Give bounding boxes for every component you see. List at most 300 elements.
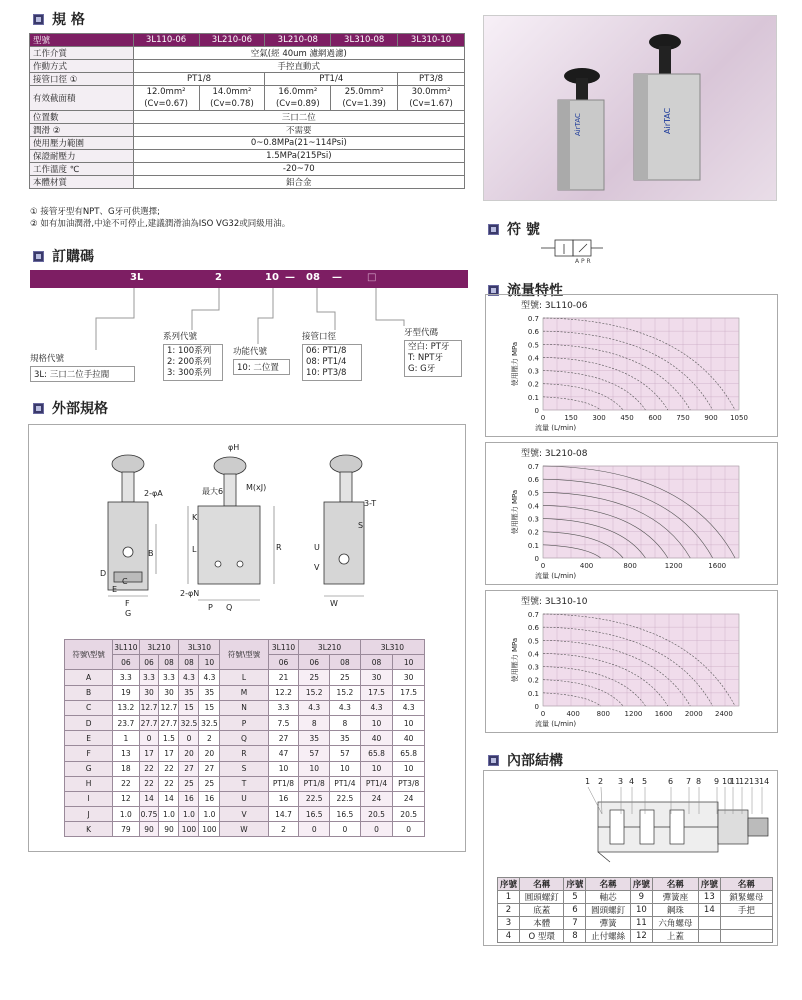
table-cell: V (220, 807, 268, 822)
table-cell: 18 (113, 761, 139, 776)
table-cell: 8 (330, 715, 361, 730)
x-tick-label: 400 (566, 710, 580, 718)
table-cell: 手把 (720, 904, 772, 917)
table-row (65, 807, 425, 822)
table-cell: 16.5 (299, 807, 330, 822)
label-E: E (112, 585, 118, 594)
table-cell: 上蓋 (652, 930, 698, 943)
label-G: G (125, 609, 132, 618)
table-cell: 12 (113, 791, 139, 806)
table-cell: 16 (268, 791, 299, 806)
callout-number: 8 (696, 777, 702, 786)
table-cell: 4.3 (179, 670, 199, 685)
y-tick-label: 0.6 (527, 476, 539, 485)
dim-col-port: 08 (360, 655, 393, 670)
table-row (65, 776, 425, 791)
label-Q: Q (226, 603, 233, 612)
table-cell: U (220, 791, 268, 806)
x-tick-label: 0 (540, 414, 546, 422)
label-3-T: 3-T (364, 499, 377, 508)
spec-row-medium: 工作介質 空氣(經 40um 濾網過濾) (30, 47, 465, 60)
table-cell: 4.3 (393, 700, 425, 715)
svg-text:AirTAC: AirTAC (574, 113, 582, 136)
parts-header-cell: 序號 (630, 878, 652, 891)
table-cell: 24 (393, 791, 425, 806)
label-2-phiN: 2-φN (180, 589, 200, 598)
table-cell: 100 (199, 822, 220, 837)
table-cell: 10 (268, 761, 299, 776)
section-title-spec: 規 格 (33, 9, 85, 29)
y-tick-label: 0.3 (527, 367, 539, 376)
y-tick-label: 0.3 (527, 515, 539, 524)
table-cell: PT1/4 (330, 776, 361, 791)
order-box-thread: 牙型代碼 空白: PT牙 T: NPT牙 G: G牙 (404, 326, 462, 377)
bullet-icon (33, 403, 44, 414)
table-row (65, 715, 425, 730)
product-photo-image (484, 16, 778, 202)
table-row (65, 761, 425, 776)
table-cell: 17 (139, 746, 159, 761)
table-cell: 1.5 (159, 731, 179, 746)
label-L: L (192, 545, 197, 554)
table-cell: 鋼珠 (652, 904, 698, 917)
bullet-icon (488, 755, 499, 766)
table-cell: 17.5 (393, 685, 425, 700)
table-row (65, 670, 425, 685)
table-cell: 0 (139, 731, 159, 746)
dim-col-port: 10 (199, 655, 220, 670)
table-cell: 本體 (520, 917, 564, 930)
table-cell: 22 (159, 761, 179, 776)
parts-header-cell: 名稱 (520, 878, 564, 891)
y-tick-label: 0.5 (527, 637, 539, 646)
x-tick-label: 800 (596, 710, 610, 718)
parts-table (497, 877, 773, 943)
label-B: B (148, 549, 154, 558)
table-row (498, 891, 773, 904)
callout-number: 4 (629, 777, 635, 786)
label-P: P (208, 603, 213, 612)
table-cell: 14 (139, 791, 159, 806)
label-2-phiA: 2-φA (144, 489, 163, 498)
flow-charts (485, 294, 778, 734)
order-box-series: 系列代號 1: 100系列 2: 200系列 3: 300系列 (163, 330, 223, 381)
y-axis-label: 使用壓力 MPa (511, 489, 519, 535)
table-cell: PT1/4 (360, 776, 393, 791)
x-tick-label: 0 (540, 710, 546, 718)
table-cell: 4.3 (199, 670, 220, 685)
y-tick-label: 0.7 (527, 611, 539, 619)
table-cell: 10 (393, 715, 425, 730)
x-tick-label: 1600 (708, 562, 727, 570)
table-cell: 27.7 (139, 715, 159, 730)
table-cell: 25 (179, 776, 199, 791)
table-cell: 13.2 (113, 700, 139, 715)
spec-row-cv: (Cv=0.67) (Cv=0.78) (Cv=0.89) (Cv=1.39) (Cv=1.67) (30, 98, 465, 111)
table-cell: C (65, 700, 113, 715)
x-tick-label: 1050 (730, 414, 748, 422)
table-cell: 23.7 (113, 715, 139, 730)
table-cell: 六角螺母 (652, 917, 698, 930)
table-cell: 20.5 (360, 807, 393, 822)
table-cell: 27 (179, 761, 199, 776)
order-box-code: 規格代號 3L: 三口二位手拉閥 (30, 352, 135, 382)
table-cell: 25 (299, 670, 330, 685)
dim-col-port: 08 (330, 655, 361, 670)
table-cell: 底蓋 (520, 904, 564, 917)
table-cell: 25 (199, 776, 220, 791)
callout-number: 1 (585, 777, 591, 786)
table-cell: 1.0 (199, 807, 220, 822)
table-cell: 8 (299, 715, 330, 730)
table-cell: PT1/8 (268, 776, 299, 791)
x-tick-label: 2000 (684, 710, 703, 718)
table-cell: 3.3 (159, 670, 179, 685)
label-U: U (314, 543, 320, 552)
callout-number: 10 (722, 777, 733, 786)
x-axis-label: 流量 (L/min) (535, 424, 577, 432)
table-cell: 27 (199, 761, 220, 776)
table-cell: 30 (360, 670, 393, 685)
spec-notes: ① 接管牙型有NPT、G牙可供選擇; ② 如有加油潤滑,中途不可停止,建議潤滑油為ISO VG32或同級用油。 (30, 207, 291, 229)
table-cell (720, 917, 772, 930)
table-cell: 4.3 (360, 700, 393, 715)
table-cell: 13 (698, 891, 720, 904)
table-cell: 13 (113, 746, 139, 761)
spec-row-temp: 工作溫度 ℃ -20~70 (30, 163, 465, 176)
spec-header-row: 型號 3L110-06 3L210-06 3L210-08 3L310-08 3L310-10 (30, 34, 465, 47)
parts-body (498, 891, 773, 943)
table-cell: 35 (199, 685, 220, 700)
table-cell: 22 (159, 776, 179, 791)
table-cell: 25 (330, 670, 361, 685)
callout-number: 13 (749, 777, 760, 786)
section-title-symbol: 符 號 (488, 219, 540, 239)
table-cell: PT3/8 (393, 776, 425, 791)
spec-row-port: 接管口徑 ① PT1/8 PT1/4 PT3/8 (30, 73, 465, 86)
table-cell: 19 (113, 685, 139, 700)
table-cell: 35 (299, 731, 330, 746)
table-cell: 90 (159, 822, 179, 837)
table-cell (698, 930, 720, 943)
section-title-internal: 內部結構 (488, 750, 563, 770)
table-cell: L (220, 670, 268, 685)
table-cell: 3.3 (268, 700, 299, 715)
table-cell: F (65, 746, 113, 761)
y-tick-label: 0.4 (527, 650, 539, 659)
spec-table (29, 33, 465, 189)
table-cell (698, 917, 720, 930)
callout-number: 5 (642, 777, 648, 786)
table-cell: 10 (330, 761, 361, 776)
table-cell: 30 (393, 670, 425, 685)
table-cell: 32.5 (199, 715, 220, 730)
label-V: V (314, 563, 320, 572)
table-cell (720, 930, 772, 943)
table-cell: 15 (199, 700, 220, 715)
table-cell: 4 (498, 930, 520, 943)
dim-body (65, 670, 425, 837)
callout-number: 12 (739, 777, 750, 786)
table-cell: J (65, 807, 113, 822)
table-cell: 20.5 (393, 807, 425, 822)
label-MxJ: M(xJ) (246, 483, 267, 492)
y-tick-label: 0.1 (527, 541, 539, 550)
table-cell: 10 (299, 761, 330, 776)
spec-row-proof: 保證耐壓力 1.5MPa(215Psi) (30, 150, 465, 163)
table-cell: PT1/8 (299, 776, 330, 791)
table-cell: 軸芯 (586, 891, 630, 904)
internal-drawing (490, 774, 775, 874)
label-max6: 最大6 (202, 487, 224, 496)
y-tick-label: 0.2 (527, 528, 539, 537)
table-cell: 27 (268, 731, 299, 746)
order-code-bar: 3L 2 10 — 08 — □ (30, 270, 468, 288)
y-tick-label: 0 (534, 407, 539, 415)
table-cell: 10 (630, 904, 652, 917)
table-cell: 彈簧 (586, 917, 630, 930)
x-tick-label: 450 (620, 414, 634, 422)
y-tick-label: 0.1 (527, 393, 539, 402)
table-cell: 2 (199, 731, 220, 746)
dim-col-port: 06 (299, 655, 330, 670)
spec-row-area: 有效截面積 12.0mm² 14.0mm² 16.0mm² 25.0mm² 30.0mm² (30, 86, 465, 99)
table-cell: 6 (564, 904, 586, 917)
table-cell: 7.5 (268, 715, 299, 730)
order-box-func: 功能代號 10: 二位置 (233, 345, 290, 375)
dim-head-row-1: 符號\型號 3L110 3L210 3L310 符號\型號 3L110 3L210 3L310 (65, 640, 425, 655)
callout-number: 7 (686, 777, 692, 786)
table-cell: 彈簧座 (652, 891, 698, 904)
table-cell: 15 (179, 700, 199, 715)
table-cell: 16 (199, 791, 220, 806)
table-row (65, 731, 425, 746)
x-tick-label: 400 (579, 562, 594, 570)
dim-col-port: 08 (179, 655, 199, 670)
y-tick-label: 0 (534, 703, 539, 711)
table-cell: 12.2 (268, 685, 299, 700)
y-tick-label: 0.7 (527, 315, 539, 323)
label-W: W (330, 599, 338, 608)
table-row (498, 904, 773, 917)
y-tick-label: 0.6 (527, 624, 539, 633)
table-cell: 40 (360, 731, 393, 746)
callout-number: 3 (618, 777, 624, 786)
y-tick-label: 0.7 (527, 463, 539, 471)
y-tick-label: 0.3 (527, 663, 539, 672)
table-cell: N (220, 700, 268, 715)
y-tick-label: 0.4 (527, 502, 539, 511)
label-F: F (125, 599, 130, 608)
table-cell: 17 (159, 746, 179, 761)
x-tick-label: 0 (540, 562, 546, 570)
table-cell: 15.2 (330, 685, 361, 700)
outline-drawing (28, 424, 466, 634)
valve1-knob (112, 455, 144, 473)
chart-title: 型號: 3L310-10 (521, 597, 588, 607)
table-cell: 32.5 (179, 715, 199, 730)
table-cell: 0 (360, 822, 393, 837)
table-cell: 3.3 (113, 670, 139, 685)
table-cell: 35 (179, 685, 199, 700)
table-cell: 3.3 (139, 670, 159, 685)
table-cell: T (220, 776, 268, 791)
table-cell: 鎖緊螺母 (720, 891, 772, 904)
table-row (65, 822, 425, 837)
table-cell: 27.7 (159, 715, 179, 730)
pneumatic-symbol (535, 236, 615, 264)
table-row (498, 930, 773, 943)
table-cell: 12 (630, 930, 652, 943)
table-cell: Q (220, 731, 268, 746)
table-cell: 30 (139, 685, 159, 700)
parts-header-cell: 名稱 (586, 878, 630, 891)
y-tick-label: 0.2 (527, 380, 539, 389)
table-cell: 10 (360, 715, 393, 730)
x-tick-label: 750 (676, 414, 690, 422)
parts-header-cell: 序號 (498, 878, 520, 891)
table-cell: 1.0 (159, 807, 179, 822)
table-row (498, 917, 773, 930)
callout-number: 6 (668, 777, 674, 786)
spec-row-pressure: 使用壓力範圍 0~0.8MPa(21~114Psi) (30, 137, 465, 150)
spec-row-lube: 潤滑 ② 不需要 (30, 124, 465, 137)
table-cell: 35 (330, 731, 361, 746)
table-cell: E (65, 731, 113, 746)
table-cell: 22.5 (299, 791, 330, 806)
table-cell: 16.5 (330, 807, 361, 822)
x-tick-label: 150 (564, 414, 578, 422)
bullet-icon (33, 14, 44, 25)
label-D: D (100, 569, 107, 578)
bullet-icon (488, 224, 499, 235)
table-cell: S (220, 761, 268, 776)
table-cell: K (65, 822, 113, 837)
chart-title: 型號: 3L210-08 (521, 449, 588, 459)
table-cell: 圓頭螺釘 (520, 891, 564, 904)
table-cell: 4.3 (299, 700, 330, 715)
x-tick-label: 800 (623, 562, 637, 570)
x-tick-label: 2400 (715, 710, 733, 718)
table-cell: 1.0 (113, 807, 139, 822)
table-cell: 12.7 (139, 700, 159, 715)
x-tick-label: 1200 (664, 562, 683, 570)
table-cell: 14 (159, 791, 179, 806)
spec-row-position: 位置數 三口二位 (30, 111, 465, 124)
callout-number: 2 (598, 777, 604, 786)
parts-header-row (498, 878, 773, 891)
y-tick-label: 0.5 (527, 341, 539, 350)
dim-col-port: 10 (393, 655, 425, 670)
table-cell: 2 (498, 904, 520, 917)
x-axis-label: 流量 (L/min) (535, 572, 577, 580)
parts-header-cell: 名稱 (720, 878, 772, 891)
table-cell: 20 (199, 746, 220, 761)
table-cell: I (65, 791, 113, 806)
dimension-table (64, 639, 425, 837)
table-cell: 22.5 (330, 791, 361, 806)
spec-row-operation: 作動方式 手控直動式 (30, 60, 465, 73)
table-cell: 14 (698, 904, 720, 917)
label-S: S (358, 521, 364, 530)
chart-title: 型號: 3L110-06 (521, 301, 588, 311)
table-cell: A (65, 670, 113, 685)
y-tick-label: 0.1 (527, 689, 539, 698)
label-phiH: φH (228, 443, 240, 452)
table-cell: 65.8 (360, 746, 393, 761)
table-cell: 57 (299, 746, 330, 761)
dim-col-port: 08 (159, 655, 179, 670)
table-cell: 0 (393, 822, 425, 837)
table-cell: 1.0 (179, 807, 199, 822)
table-cell: 5 (564, 891, 586, 904)
callout-number: 11 (730, 777, 741, 786)
dim-col-port: 06 (268, 655, 299, 670)
svg-text:AirTAC: AirTAC (663, 107, 672, 134)
table-cell: 14.7 (268, 807, 299, 822)
table-cell: 24 (360, 791, 393, 806)
y-tick-label: 0.5 (527, 489, 539, 498)
x-tick-label: 900 (704, 414, 718, 422)
y-axis-label: 使用壓力 MPa (511, 341, 519, 387)
x-tick-label: 300 (592, 414, 606, 422)
table-cell: M (220, 685, 268, 700)
x-axis-label: 流量 (L/min) (535, 720, 577, 728)
table-cell: 1 (113, 731, 139, 746)
table-cell: 15.2 (299, 685, 330, 700)
x-tick-label: 1600 (654, 710, 673, 718)
callout-number: 9 (714, 777, 720, 786)
table-cell: 8 (564, 930, 586, 943)
table-cell: 12.7 (159, 700, 179, 715)
table-cell: 0 (179, 731, 199, 746)
table-row (65, 746, 425, 761)
section-title-order: 訂購碼 (33, 246, 94, 266)
table-cell: 0 (299, 822, 330, 837)
table-cell: 圓頭螺釘 (586, 904, 630, 917)
label-K: K (192, 513, 198, 522)
y-tick-label: 0.6 (527, 328, 539, 337)
table-cell: 4.3 (330, 700, 361, 715)
table-cell: 2 (268, 822, 299, 837)
table-cell: R (220, 746, 268, 761)
order-box-port: 接管口徑 06: PT1/8 08: PT1/4 10: PT3/8 (302, 330, 362, 381)
table-cell: 10 (393, 761, 425, 776)
parts-header-cell: 名稱 (652, 878, 698, 891)
table-cell: 21 (268, 670, 299, 685)
table-cell: 10 (360, 761, 393, 776)
bullet-icon (33, 251, 44, 262)
table-cell: W (220, 822, 268, 837)
section-title-flow: 流量特性 (488, 280, 563, 300)
table-cell: 9 (630, 891, 652, 904)
y-axis-label: 使用壓力 MPa (511, 637, 519, 683)
table-cell: 0 (330, 822, 361, 837)
parts-header-cell: 序號 (698, 878, 720, 891)
table-cell: 20 (179, 746, 199, 761)
table-cell: 22 (139, 761, 159, 776)
table-cell: 30 (159, 685, 179, 700)
table-cell: P (220, 715, 268, 730)
table-cell: 3 (498, 917, 520, 930)
table-cell: H (65, 776, 113, 791)
dim-col-port: 06 (139, 655, 159, 670)
table-row (65, 791, 425, 806)
table-cell: 22 (139, 776, 159, 791)
y-tick-label: 0 (534, 555, 539, 563)
table-cell: D (65, 715, 113, 730)
table-row (65, 685, 425, 700)
